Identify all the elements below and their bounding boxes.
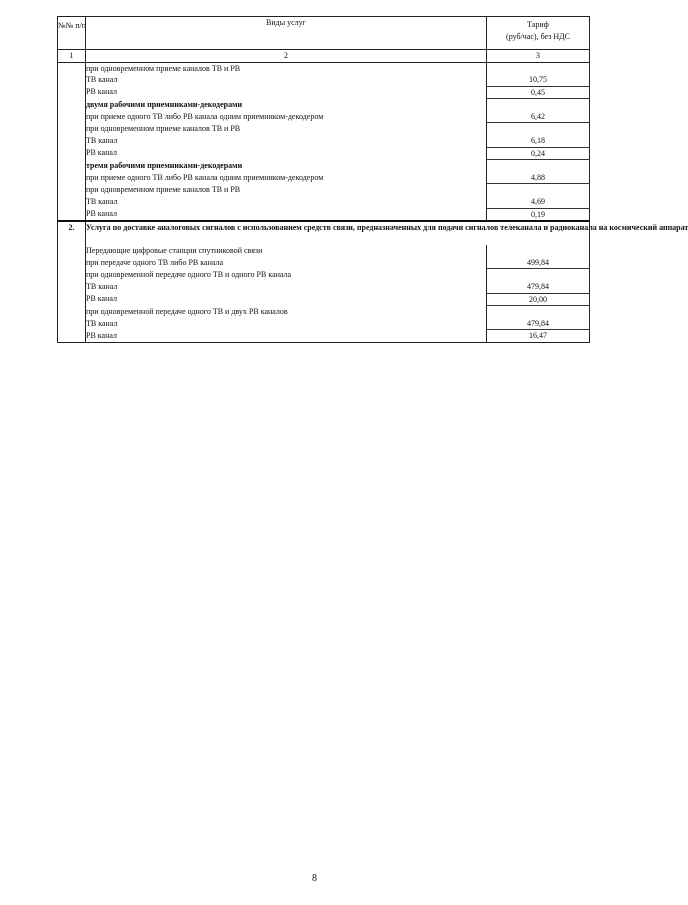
- section-2-title: Услуга по доставке аналоговых сигналов с использованием средств связи, предназначенных для подачи сигналов телеканала и радиоканала на космический аппарат: [86, 221, 590, 245]
- header-col-tariff: [487, 17, 590, 50]
- page-number: 8: [312, 873, 317, 884]
- row-text: при одновременном приеме каналов ТВ и РВ: [86, 184, 487, 196]
- row-value: 499,84: [487, 257, 590, 269]
- row-value: [487, 160, 590, 172]
- tariff-table: [57, 16, 688, 343]
- row-value: 4,69: [487, 196, 590, 208]
- table-row: [58, 62, 590, 74]
- header-tariff-unit: (руб/час), без НДС: [506, 31, 570, 41]
- row-text: тремя рабочими приемниками-декодерами: [86, 160, 487, 172]
- row-value: 4,88: [487, 172, 590, 184]
- row-text: при приеме одного ТВ либо РВ канала одним приемником-декодером: [86, 172, 487, 184]
- row-value: 0,45: [487, 86, 590, 99]
- row-text: при передаче одного ТВ либо РВ канала: [86, 257, 487, 269]
- row-text: ТВ канал: [86, 196, 487, 208]
- row-text: при приеме одного ТВ либо РВ канала одним приемником-декодером: [86, 111, 487, 123]
- row-text: при одновременном приеме каналов ТВ и РВ: [86, 62, 487, 74]
- row-text: РВ канал: [86, 208, 487, 221]
- column-number-1: 1: [58, 50, 86, 63]
- row-value: 6,18: [487, 135, 590, 147]
- table-row: [58, 172, 590, 184]
- table-row: [58, 208, 590, 221]
- table-row: [58, 257, 590, 269]
- table-row: [58, 330, 590, 343]
- row-text: РВ канал: [86, 293, 487, 306]
- column-number-3: 3: [487, 50, 590, 63]
- row-value: [487, 62, 590, 74]
- table-row: [58, 293, 590, 306]
- table-row: [58, 281, 590, 293]
- table-row: [58, 123, 590, 135]
- column-number-2: 2: [86, 50, 487, 63]
- row-text: ТВ канал: [86, 135, 487, 147]
- table-row: [58, 111, 590, 123]
- column-number-row: [58, 50, 590, 63]
- table-row: [58, 245, 590, 257]
- row-text: при одновременной передаче одного ТВ и двух РВ каналов: [86, 306, 487, 318]
- row-value: [487, 123, 590, 135]
- row-text: РВ канал: [86, 147, 487, 160]
- row-text: РВ канал: [86, 86, 487, 99]
- table-row: [58, 184, 590, 196]
- row-text: ТВ канал: [86, 281, 487, 293]
- section-2-title-row: [58, 221, 590, 245]
- row-value: [487, 245, 590, 257]
- table-row: [58, 86, 590, 99]
- row-value: [487, 306, 590, 318]
- table-row: [58, 196, 590, 208]
- row-text: двумя рабочими приемниками-декодерами: [86, 99, 487, 111]
- section-2-number: 2.: [58, 221, 86, 245]
- row-value: 0,24: [487, 147, 590, 160]
- row-value: 479,84: [487, 281, 590, 293]
- row-text: при одновременном приеме каналов ТВ и РВ: [86, 123, 487, 135]
- row-value: 0,19: [487, 208, 590, 221]
- row-text: при одновременной передаче одного ТВ и одного РВ канала: [86, 269, 487, 281]
- table-row: [58, 160, 590, 172]
- table-row: [58, 147, 590, 160]
- row-value: 6,42: [487, 111, 590, 123]
- row-value: [487, 269, 590, 281]
- row-value: 479,84: [487, 318, 590, 330]
- table-row: [58, 318, 590, 330]
- row-text: ТВ канал: [86, 318, 487, 330]
- row-value: 10,75: [487, 74, 590, 86]
- header-col-number: №№ п/п: [58, 17, 86, 50]
- row-value: [487, 184, 590, 196]
- header-tariff-title: Тариф: [527, 20, 549, 29]
- table-row: [58, 135, 590, 147]
- row-text: ТВ канал: [86, 74, 487, 86]
- table-header-row: [58, 17, 590, 50]
- row-text: РВ канал: [86, 330, 487, 343]
- row-text: Передающие цифровые станции спутниковой связи: [86, 245, 487, 257]
- header-col-services: Виды услуг: [86, 17, 487, 50]
- table-row: [58, 306, 590, 318]
- table-row: [58, 74, 590, 86]
- row-value: [487, 99, 590, 111]
- table-row: [58, 269, 590, 281]
- table-row: [58, 99, 590, 111]
- row-value: 20,00: [487, 293, 590, 306]
- row-value: 16,47: [487, 330, 590, 343]
